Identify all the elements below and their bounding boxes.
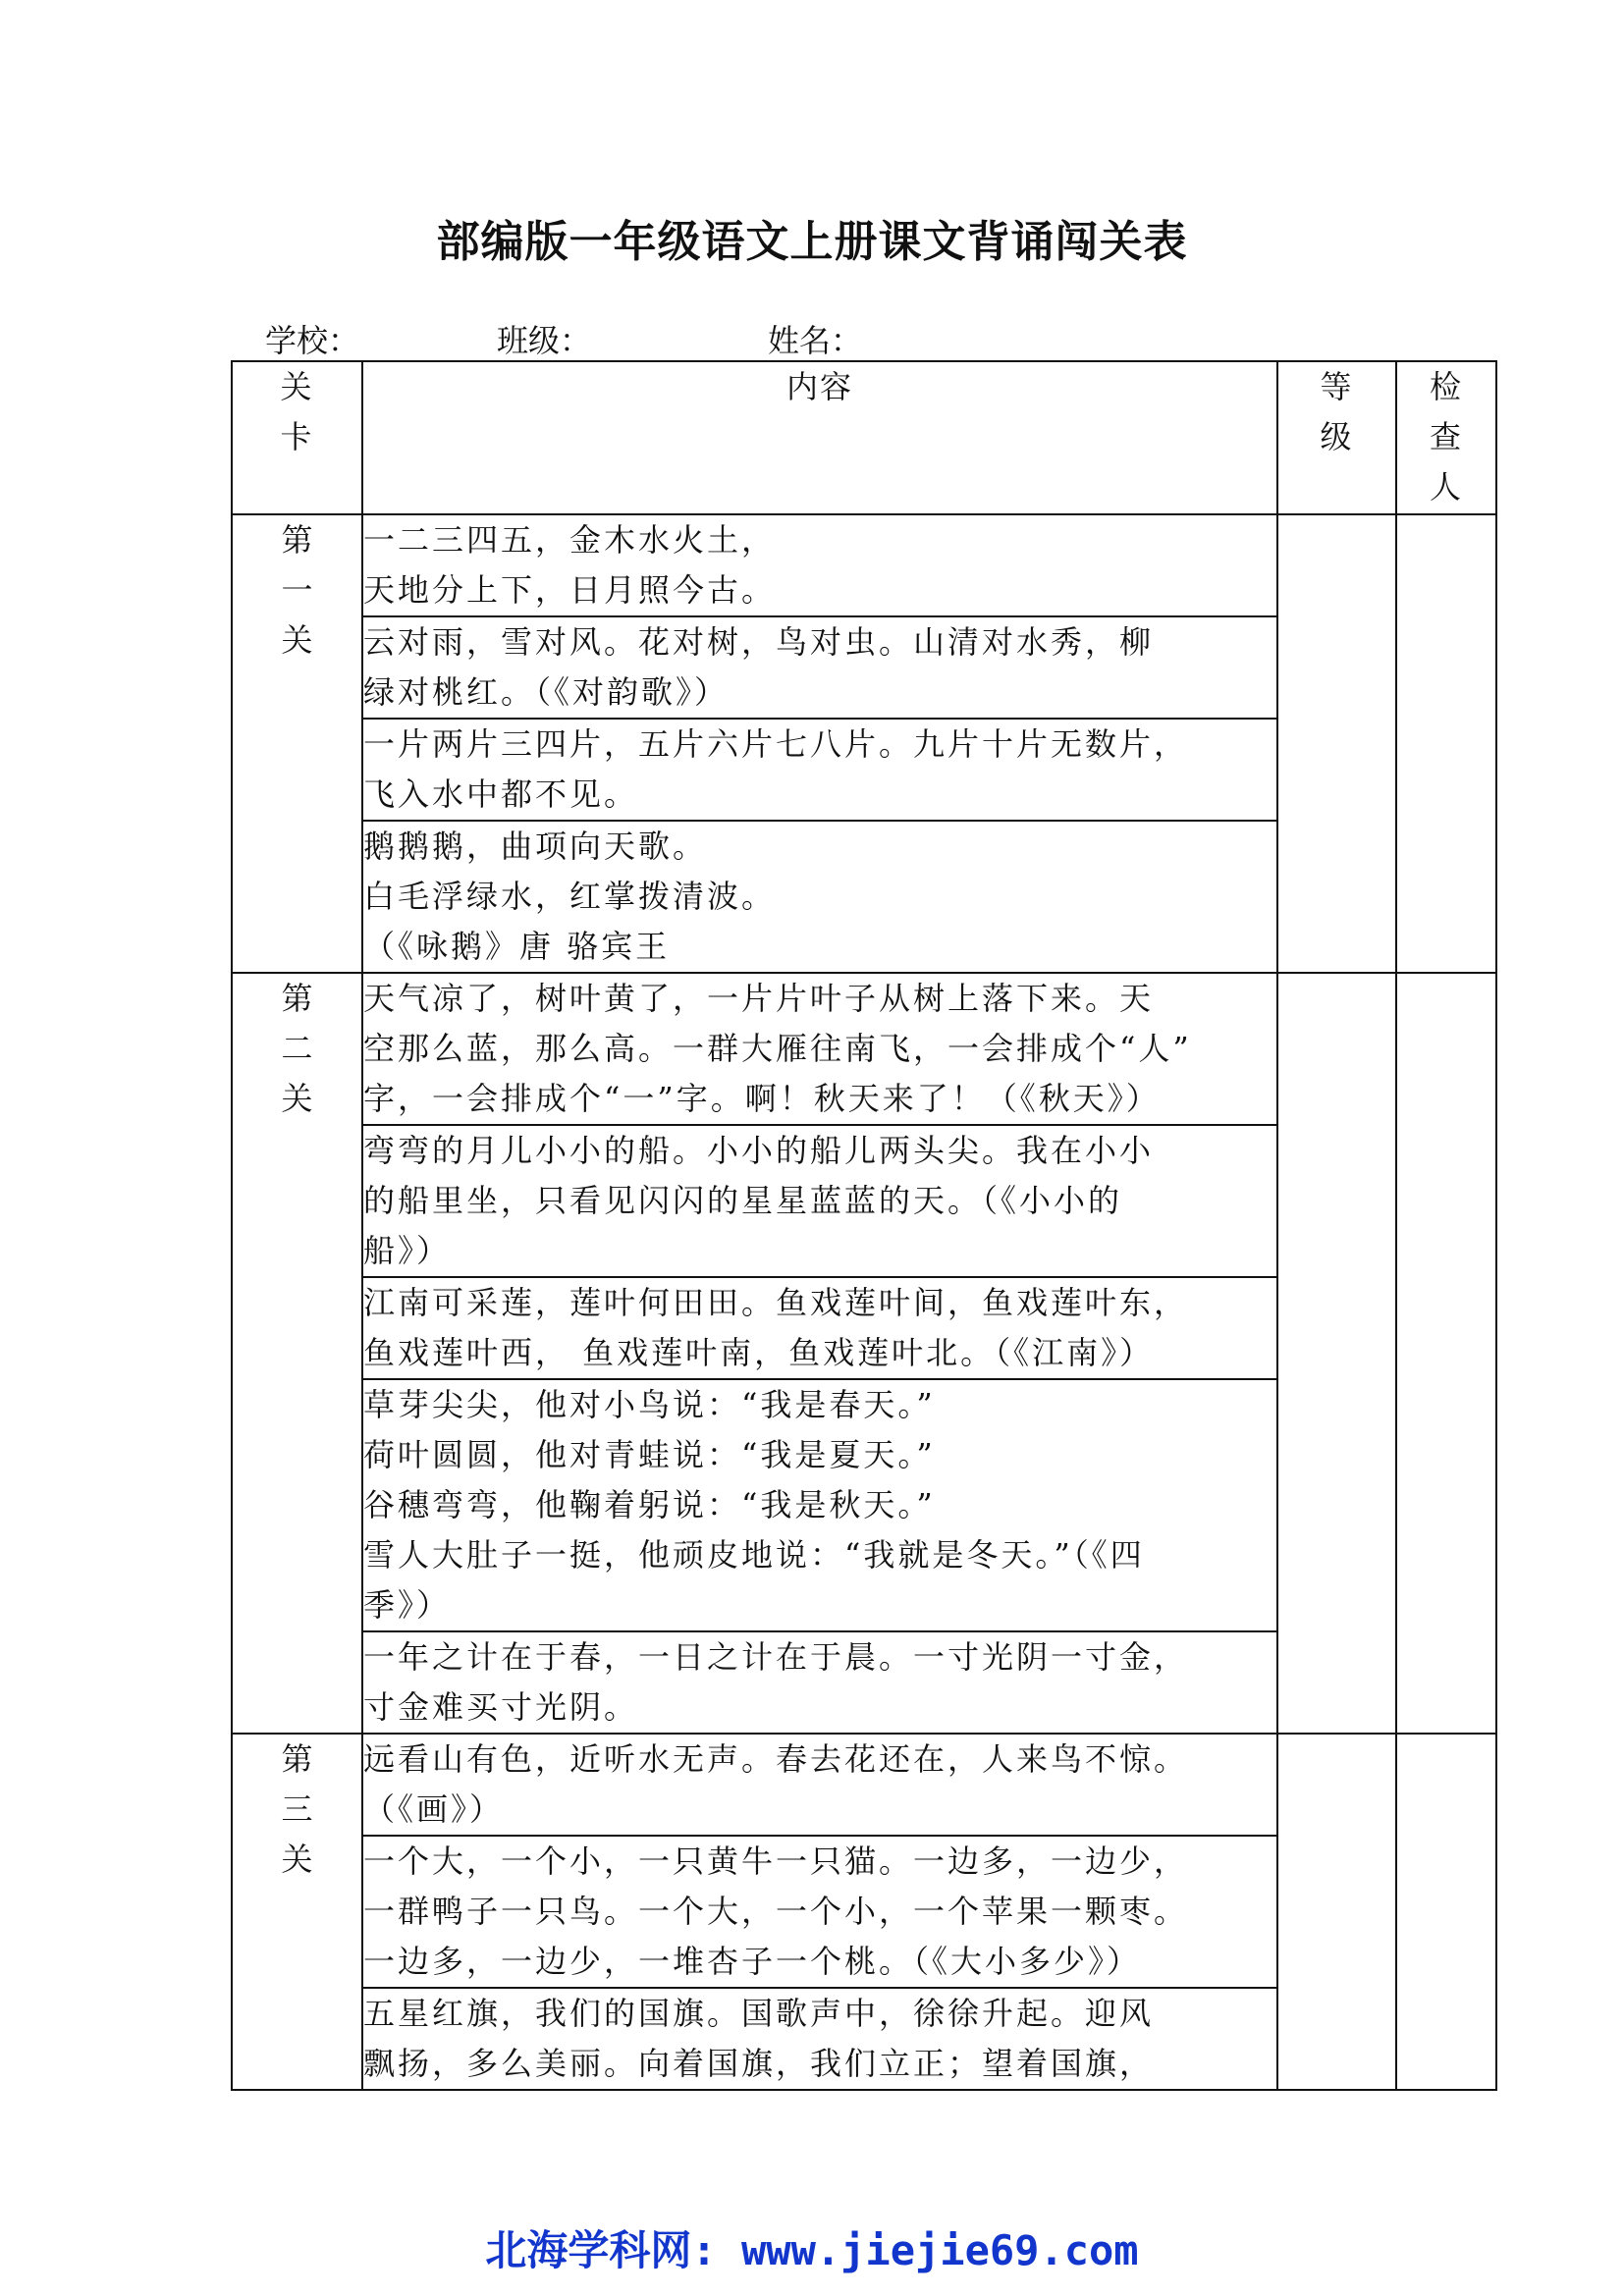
passage-cell <box>362 1379 1277 1631</box>
header-content <box>362 361 1277 514</box>
school-label: 学校： <box>265 322 360 359</box>
passage-line: 白毛浮绿水，红掌拨清波。 <box>363 878 777 915</box>
header-checker-char: 人 <box>1429 468 1463 506</box>
grade-cell[interactable] <box>1277 973 1396 1734</box>
passage-cell <box>362 1125 1277 1277</box>
passage-line: 一片两片三四片，五片六片七八片。九片十片无数片， <box>363 725 1189 763</box>
passage-cell <box>362 1836 1277 1988</box>
passage-cell <box>362 719 1277 821</box>
header-stage-char: 关 <box>280 368 314 405</box>
header-content-label: 内容 <box>785 368 853 405</box>
passage-cell <box>362 1631 1277 1734</box>
passage-cell <box>362 514 1277 616</box>
passage-line: 弯弯的月儿小小的船。小小的船儿两头尖。我在小小 <box>363 1132 1155 1169</box>
passage-line: 鹅鹅鹅，曲项向天歌。 <box>363 828 708 865</box>
checker-cell[interactable] <box>1396 1734 1496 2090</box>
stage-label-cell <box>232 514 362 973</box>
stage-label-char: 第 <box>281 980 313 1017</box>
stage-label-char: 二 <box>281 1030 313 1067</box>
content-row <box>232 1734 1496 1836</box>
name-label: 姓名： <box>768 322 863 359</box>
passage-line: 船》） <box>363 1232 452 1269</box>
header-row <box>232 361 1496 514</box>
passage-cell <box>362 973 1277 1125</box>
stage-label-char: 一 <box>281 571 313 609</box>
passage-line: 飞入水中都不见。 <box>363 775 639 813</box>
checker-cell[interactable] <box>1396 514 1496 973</box>
passage-line: 的船里坐，只看见闪闪的星星蓝蓝的天。（《小小的 <box>363 1182 1123 1219</box>
passage-line: 天气凉了，树叶黄了，一片片叶子从树上落下来。天 <box>363 980 1155 1017</box>
passage-line: 五星红旗，我们的国旗。国歌声中，徐徐升起。迎风 <box>363 1995 1155 2032</box>
grade-cell[interactable] <box>1277 514 1396 973</box>
header-stage <box>232 361 362 514</box>
passage-line: 江南可采莲，莲叶何田田。鱼戏莲叶间，鱼戏莲叶东， <box>363 1284 1189 1321</box>
passage-line: 雪人大肚子一挺，他顽皮地说：“我就是冬天。”（《四 <box>363 1536 1145 1574</box>
stage-label-cell <box>232 973 362 1734</box>
passage-line: 飘扬，多么美丽。向着国旗，我们立正；望着国旗， <box>363 2045 1155 2082</box>
passage-line: 云对雨，雪对风。花对树，鸟对虫。山清对水秀，柳 <box>363 623 1155 661</box>
passage-line: 一个大，一个小，一只黄牛一只猫。一边多，一边少， <box>363 1842 1189 1880</box>
passage-cell <box>362 1277 1277 1379</box>
passage-line: 荷叶圆圆，他对青蛙说：“我是夏天。” <box>363 1436 936 1473</box>
passage-line: 空那么蓝，那么高。一群大雁往南飞，一会排成个“人” <box>363 1030 1192 1067</box>
footer-watermark[interactable]: 北海学科网: www.jiejie69.com <box>485 2226 1139 2274</box>
passage-cell <box>362 1988 1277 2090</box>
stage-label-cell <box>232 1734 362 2090</box>
stage-label-char: 关 <box>281 1080 313 1117</box>
content-row <box>232 973 1496 1125</box>
header-checker-char: 查 <box>1429 418 1463 455</box>
content-row <box>232 514 1496 616</box>
header-checker <box>1396 361 1496 514</box>
passage-line: （《咏鹅》唐 骆宾王 <box>363 928 671 965</box>
passage-line: 草芽尖尖，他对小鸟说：“我是春天。” <box>363 1386 936 1423</box>
passage-line: 一年之计在于春，一日之计在于晨。一寸光阴一寸金， <box>363 1638 1189 1676</box>
page-title: 部编版一年级语文上册课文背诵闯关表 <box>436 217 1188 267</box>
stage-label-char: 第 <box>281 1740 313 1778</box>
passage-line: 谷穗弯弯，他鞠着躬说：“我是秋天。” <box>363 1486 936 1523</box>
passage-line: 天地分上下，日月照今古。 <box>363 571 777 609</box>
stage-label-char: 关 <box>281 621 313 659</box>
info-row <box>265 316 1542 359</box>
passage-line: 绿对桃红。（《对韵歌》） <box>363 673 730 711</box>
stage-label-char: 关 <box>281 1841 313 1878</box>
passage-line: 季》） <box>363 1586 452 1624</box>
passage-cell <box>362 1734 1277 1836</box>
passage-line: 字，一会排成个“一”字。啊！秋天来了！（《秋天》） <box>363 1080 1161 1117</box>
header-stage-char: 卡 <box>280 418 314 455</box>
passage-line: 寸金难买寸光阴。 <box>363 1688 639 1726</box>
passage-line: 一边多，一边少，一堆杏子一个桃。（《大小多少》） <box>363 1943 1142 1980</box>
passage-line: 远看山有色，近听水无声。春去花还在，人来鸟不惊。 <box>363 1740 1189 1778</box>
passage-line: 鱼戏莲叶西， 鱼戏莲叶南，鱼戏莲叶北。（《江南》） <box>363 1334 1155 1371</box>
header-grade <box>1277 361 1396 514</box>
class-label: 班级： <box>497 322 592 359</box>
recitation-table <box>231 360 1497 2091</box>
passage-cell <box>362 616 1277 719</box>
checker-cell[interactable] <box>1396 973 1496 1734</box>
header-grade-char: 级 <box>1320 418 1354 455</box>
passage-cell <box>362 821 1277 973</box>
grade-cell[interactable] <box>1277 1734 1396 2090</box>
passage-line: 一二三四五，金木水火土， <box>363 521 777 559</box>
stage-label-char: 三 <box>281 1790 313 1828</box>
header-grade-char: 等 <box>1320 368 1354 405</box>
passage-line: （《画》） <box>363 1790 505 1828</box>
passage-line: 一群鸭子一只鸟。一个大，一个小，一个苹果一颗枣。 <box>363 1893 1189 1930</box>
header-checker-char: 检 <box>1429 368 1463 405</box>
stage-label-char: 第 <box>281 521 313 559</box>
